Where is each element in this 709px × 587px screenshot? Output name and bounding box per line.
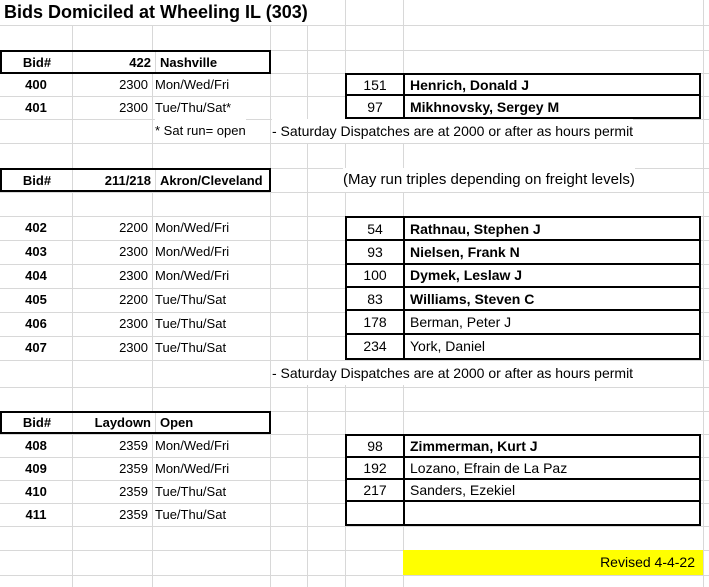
seniority-number: 97 [347,96,405,117]
run-days: Mon/Wed/Fri [155,220,230,235]
triples-annotation: (May run triples depending on freight levels) [343,168,635,192]
holder-row [347,311,699,334]
gridline-vertical [270,0,271,587]
holder-row [347,218,699,241]
driver-name: Rathnau, Stephen J [410,220,541,237]
dispatch-time: 2359 [119,438,148,453]
section-header-nashville [0,50,271,74]
bid-column-header: Bid# [2,170,73,190]
driver-name: Nielsen, Frank N [410,243,520,260]
bid-number: 405 [25,292,47,307]
bid-number: 401 [25,100,47,115]
seniority-number: 234 [347,335,405,358]
dispatch-time: 2200 [119,220,148,235]
section-header-akron-cleveland [0,168,271,192]
bid-number: 408 [25,438,47,453]
seniority-number: 192 [347,458,405,478]
page-title: Bids Domiciled at Wheeling IL (303) [2,0,316,25]
dispatch-time: 2300 [119,244,148,259]
route-number: Laydown [73,413,156,432]
dispatch-time: 2300 [119,100,148,115]
driver-name: Mikhnovsky, Sergey M [410,98,560,115]
route-number: 422 [73,52,156,72]
driver-name: Sanders, Ezekiel [410,482,516,498]
driver-name: Zimmerman, Kurt J [410,438,538,454]
holder-row [347,335,699,358]
driver-name: Henrich, Donald J [410,76,530,93]
dispatch-time: 2359 [119,461,148,476]
dispatch-time: 2359 [119,484,148,499]
holders-box-nashville [345,73,701,119]
seniority-number: 100 [347,265,405,286]
dispatch-time: 2300 [119,316,148,331]
gridline-horizontal [0,526,709,527]
holder-row [347,436,699,458]
bid-number: 400 [25,77,47,92]
seniority-number: 83 [347,288,405,309]
saturday-dispatch-note: - Saturday Dispatches are at 2000 or after as hours permit [272,119,633,143]
holder-row [347,265,699,288]
holder-row [347,458,699,480]
driver-name: Dymek, Leslaw J [410,267,523,284]
holder-row [347,241,699,264]
run-days: Mon/Wed/Fri [155,461,230,476]
gridline-vertical [152,0,153,587]
gridline-horizontal [0,143,709,144]
run-days: Mon/Wed/Fri [155,244,230,259]
run-days: Mon/Wed/Fri [155,268,230,283]
destination-label: Nashville [160,54,218,70]
run-days: Tue/Thu/Sat [155,507,227,522]
holders-box-laydown [345,434,701,526]
holder-row [347,288,699,311]
run-days: Tue/Thu/Sat [155,484,227,499]
holder-row [347,96,699,117]
dispatch-time: 2359 [119,507,148,522]
gridline-horizontal [0,387,709,388]
bid-number: 409 [25,461,47,476]
destination-label: Akron/Cleveland [160,172,263,188]
destination-label: Open [160,415,194,430]
seniority-number [347,502,405,524]
run-days: Tue/Thu/Sat [155,340,227,355]
holder-row-empty [347,502,699,524]
seniority-number: 151 [347,75,405,94]
seniority-number: 217 [347,480,405,500]
run-days: Tue/Thu/Sat [155,292,227,307]
bid-number: 411 [25,507,47,522]
sat-run-footnote: * Sat run= open [155,119,246,143]
seniority-number: 54 [347,218,405,239]
run-days: Mon/Wed/Fri [155,77,230,92]
holder-row [347,480,699,502]
seniority-number: 178 [347,311,405,332]
gridline-vertical [703,0,704,587]
section-header-laydown [0,411,271,434]
driver-name: Lozano, Efrain de La Paz [410,460,568,476]
bid-number: 410 [25,484,47,499]
driver-name [405,502,699,524]
dispatch-time: 2300 [119,77,148,92]
driver-name: Williams, Steven C [410,290,535,307]
gridline-horizontal [0,192,709,193]
holders-box-akron-cleveland [345,216,701,360]
saturday-dispatch-note: - Saturday Dispatches are at 2000 or after as hours permit [272,361,633,385]
driver-name: York, Daniel [410,338,485,355]
bid-column-header: Bid# [2,52,73,72]
bid-number: 406 [25,316,47,331]
bid-number: 402 [25,220,47,235]
gridline-horizontal [0,575,709,576]
run-days: Tue/Thu/Sat [155,316,227,331]
driver-name: Berman, Peter J [410,313,512,330]
seniority-number: 93 [347,241,405,262]
bid-column-header: Bid# [2,413,73,432]
holder-row [347,75,699,96]
route-number: 211/218 [73,170,156,190]
bid-number: 403 [25,244,47,259]
bid-number: 407 [25,340,47,355]
revised-date-cell: Revised 4-4-22 [403,550,703,575]
dispatch-time: 2300 [119,268,148,283]
gridline-horizontal [0,25,709,26]
gridline-vertical [307,0,308,587]
bid-number: 404 [25,268,47,283]
seniority-number: 98 [347,436,405,456]
dispatch-time: 2300 [119,340,148,355]
run-days: Tue/Thu/Sat* [155,100,232,115]
run-days: Mon/Wed/Fri [155,438,230,453]
dispatch-time: 2200 [119,292,148,307]
